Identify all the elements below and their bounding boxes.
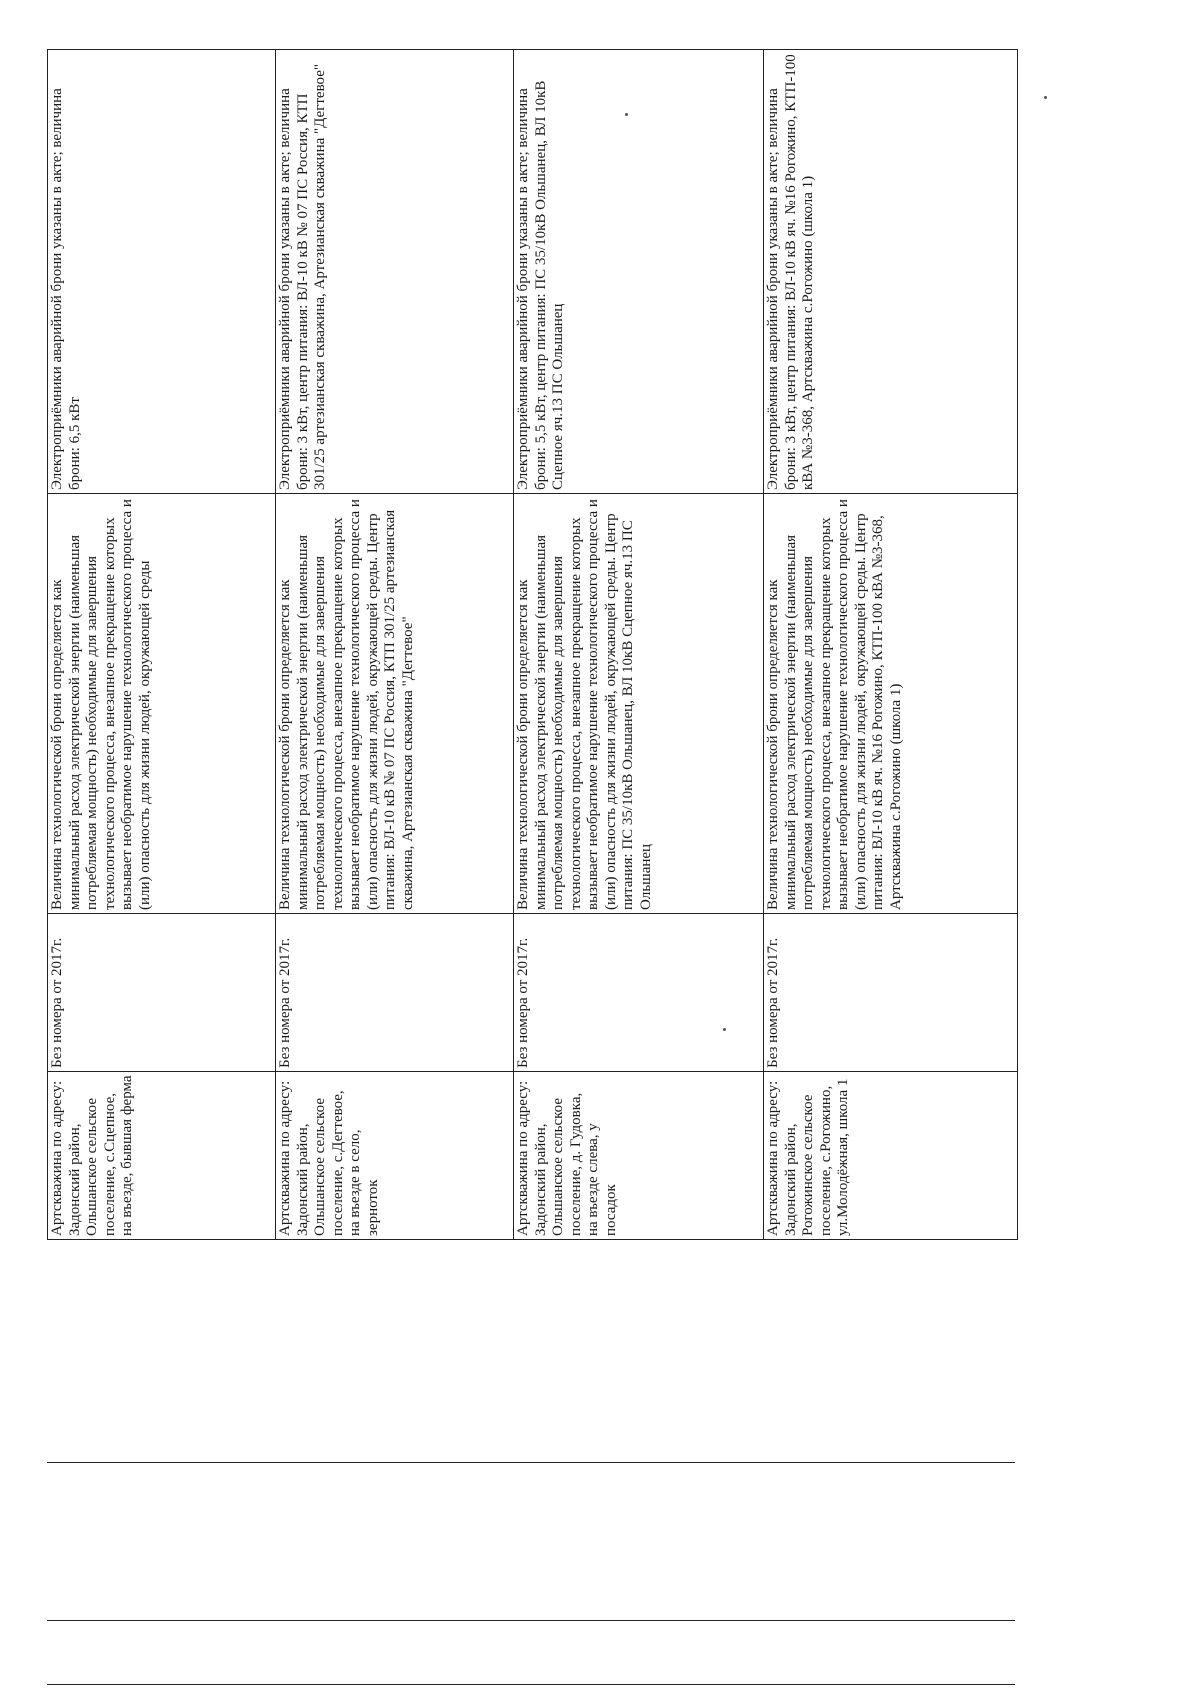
separator-line — [47, 1620, 1015, 1621]
location-cell: Артскважина по адресу: Задонский район, Ольшанское сельское поселение, д. Гудовка, на въезде слева, у посадок — [514, 1072, 764, 1240]
location-cell: Артскважина по адресу: Задонский район, Ольшанское сельское поселение, с.Дегтевое, на въезде в село, зерноток — [276, 1072, 514, 1240]
act-cell: Без номера от 2017г. — [48, 914, 276, 1072]
scan-speck — [1044, 96, 1047, 99]
table-row — [514, 50, 764, 1240]
act-cell: Без номера от 2017г. — [764, 914, 1018, 1072]
scan-speck — [625, 113, 628, 116]
table-row — [276, 50, 514, 1240]
tech-reserve-cell: Величина технологической брони определяется как минимальный расход электрической энергии (наименьшая потребляемая мощность) необходимые для завершения технологического процесса, внезапное прекращение которых вызывает необратимое нарушение технологического процесса и (или) опасность для жизни людей, окружающей среды — [48, 494, 276, 914]
emergency-reserve-cell: Электроприёмники аварийной брони указаны в акте; величина брони: 3 кВт, центр питания: ВЛ-10 кВ № 07 ПС Россия, КТП 301/25 артезианская скважина, Артезианская скважина "Дегтевое" — [276, 50, 514, 494]
table-row — [48, 50, 276, 1240]
rotated-page-content — [47, 50, 1017, 1240]
location-cell: Артскважина по адресу: Задонский район, Рогожинское сельское поселение, с.Рогожино, ул.Молодёжная, школа 1 — [764, 1072, 1018, 1240]
act-cell: Без номера от 2017г. — [514, 914, 764, 1072]
tech-reserve-cell: Величина технологической брони определяется как минимальный расход электрической энергии (наименьшая потребляемая мощность) необходимые для завершения технологического процесса, внезапное прекращение которых вызывает необратимое нарушение технологического процесса и (или) опасность для жизни людей, окружающей среды. Центр питания: ВЛ-10 кВ яч. №16 Рогожино, КТП-100 кВА №3-368, Артскважина с.Рогожино (школа 1) — [764, 494, 1018, 914]
scan-speck — [723, 1028, 726, 1031]
act-cell: Без номера от 2017г. — [276, 914, 514, 1072]
emergency-reserve-cell: Электроприёмники аварийной брони указаны в акте; величина брони: 6,5 кВт — [48, 50, 276, 494]
tech-reserve-cell: Величина технологической брони определяется как минимальный расход электрической энергии (наименьшая потребляемая мощность) необходимые для завершения технологического процесса, внезапное прекращение которых вызывает необратимое нарушение технологического процесса и (или) опасность для жизни людей, окружающей среды. Центр питания: ВЛ-10 кВ № 07 ПС Россия, КТП 301/25 артезианская скважина, Артезианская скважина "Дегтевое" — [276, 494, 514, 914]
emergency-reserve-cell: Электроприёмники аварийной брони указаны в акте; величина брони: 3 кВт, центр питания: ВЛ-10 кВ яч. №16 Рогожино, КТП-100 кВА №3-368, Артскважина с.Рогожино (школа 1) — [764, 50, 1018, 494]
separator-line — [47, 1462, 1015, 1463]
separator-line — [47, 1684, 1015, 1685]
table-row — [764, 50, 1018, 1240]
reserve-table — [47, 49, 1018, 1240]
location-cell: Артскважина по адресу: Задонский район, Ольшанское сельское поселение, с.Сцепное, на въезде, бывшая ферма — [48, 1072, 276, 1240]
emergency-reserve-cell: Электроприёмники аварийной брони указаны в акте; величина брони: 5,5 кВт, центр питания: ПС 35/10кВ Ольшанец, ВЛ 10кВ Сцепное яч.13 ПС Ольшанец — [514, 50, 764, 494]
tech-reserve-cell: Величина технологической брони определяется как минимальный расход электрической энергии (наименьшая потребляемая мощность) необходимые для завершения технологического процесса, внезапное прекращение которых вызывает необратимое нарушение технологического процесса и (или) опасность для жизни людей, окружающей среды. Центр питания: ПС 35/10кВ Ольшанец, ВЛ 10кВ Сцепное яч.13 ПС Ольшанец — [514, 494, 764, 914]
